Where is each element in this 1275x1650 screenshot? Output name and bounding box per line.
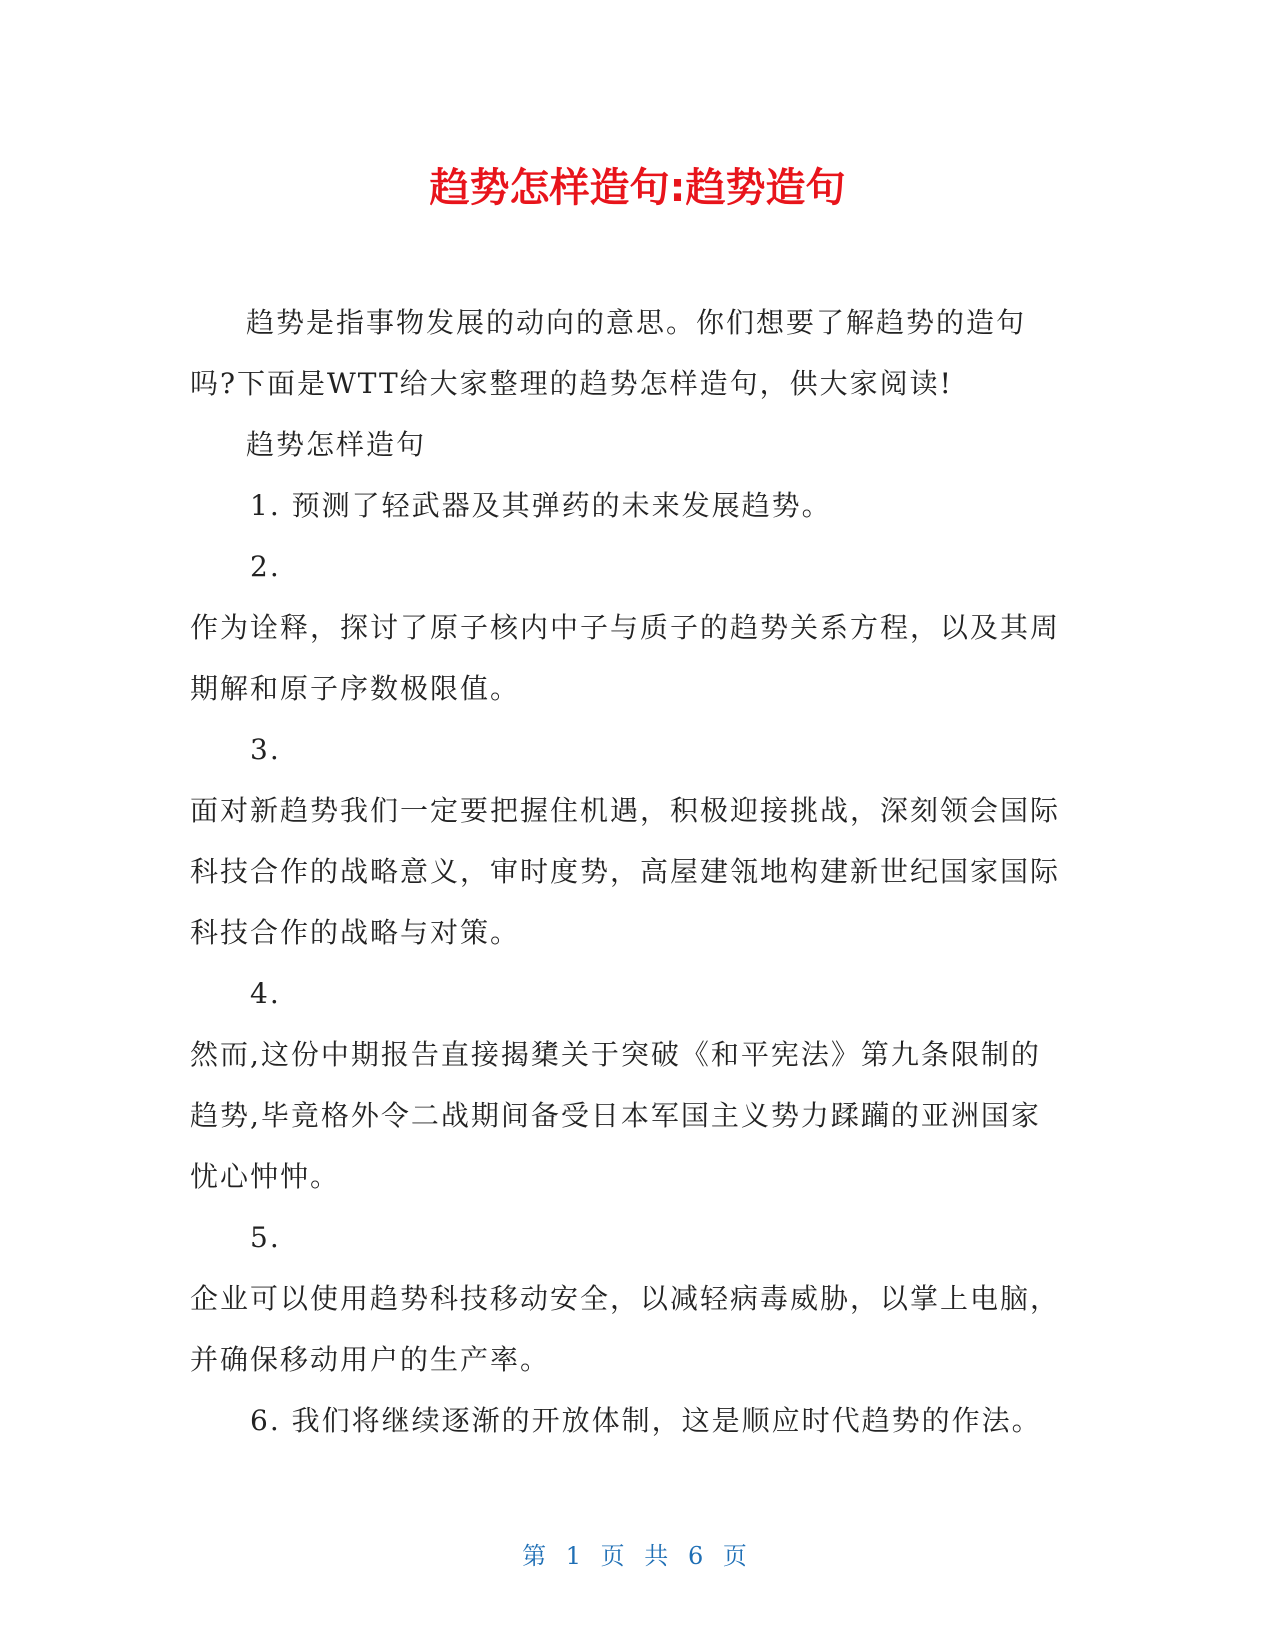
sentence-text-5: 企业可以使用趋势科技移动安全，以减轻病毒威胁，以掌上电脑，并确保移动用户的生产率。	[190, 1282, 1061, 1376]
document-body	[190, 292, 1070, 1451]
sentence-text: 预测了轻武器及其弹药的未来发展趋势。	[291, 489, 832, 522]
sentence-text-3: 面对新趋势我们一定要把握住机遇，积极迎接挑战，深刻领会国际科技合作的战略意义，审时度势，高屋建瓴地构建新世纪国家国际科技合作的战略与对策。	[190, 794, 1061, 949]
intro-paragraph: 趋势是指事物发展的动向的意思。你们想要了解趋势的造句吗?下面是WTT给大家整理的趋势怎样造句，供大家阅读!	[190, 306, 1027, 400]
sentence-item-1	[190, 475, 1070, 536]
sentence-number: 6.	[250, 1404, 281, 1437]
sentence-number-2: 2.	[250, 550, 281, 583]
sentence-text-2: 作为诠释，探讨了原子核内中子与质子的趋势关系方程，以及其周期解和原子序数极限值。	[190, 611, 1061, 705]
sentence-number-5: 5.	[250, 1221, 281, 1254]
sentence-text: 我们将继续逐渐的开放体制，这是顺应时代趋势的作法。	[291, 1404, 1042, 1437]
sentence-item-6	[190, 1390, 1070, 1451]
sentence-number-4: 4.	[250, 977, 281, 1010]
sentence-text-4: 然而,这份中期报告直接揭橥关于突破《和平宪法》第九条限制的趋势,毕竟格外令二战期间备受日本军国主义势力蹂躏的亚洲国家忧心忡忡。	[190, 1038, 1041, 1193]
sentence-number: 1.	[250, 489, 281, 522]
document-title: 趋势怎样造句:趋势造句	[429, 165, 846, 211]
page-number-footer: 第 1 页 共 6 页	[522, 1542, 753, 1570]
section-heading: 趋势怎样造句	[246, 428, 427, 461]
sentence-number-3: 3.	[250, 733, 281, 766]
